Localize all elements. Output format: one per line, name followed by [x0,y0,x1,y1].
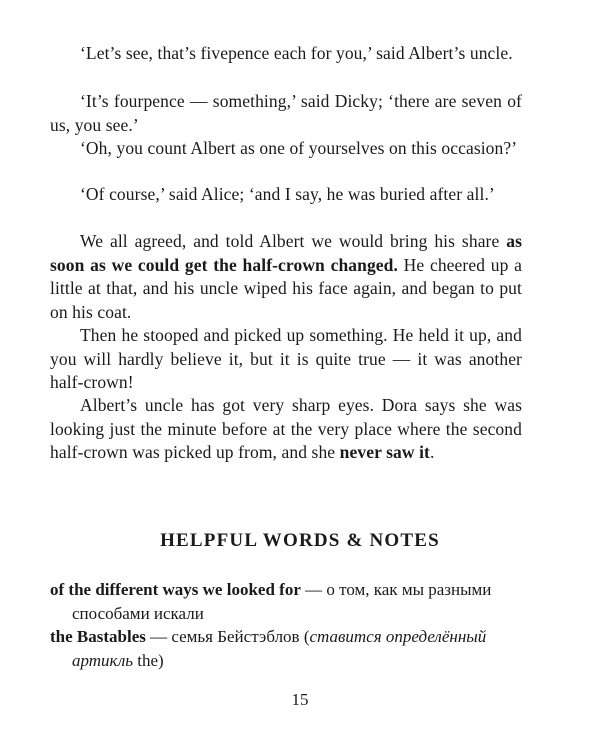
paragraph-6: Then he stooped and picked up something. He held it up, and you will hardly believe it, but it is quite true — it was another half-crown! [50,325,522,393]
note-translation: о том, как мы разными способами искали [72,580,492,623]
note-italic-comment: ставится определённый артикль [72,627,487,670]
notes-heading: HELPFUL WORDS & NOTES [160,530,440,551]
paragraph-5: We all agreed, and told Albert we would bring his share as soon as we could get the half-crown changed. He cheered up a little at that, and his uncle wiped his face again, and began to put on his coat. [50,231,523,322]
paragraph-7: Albert’s uncle has got very sharp eyes. Dora says she was looking just the minute before at the very place where the second half-crown was picked up from, and she never saw it. [50,395,522,463]
note-item: the Bastables — семья Бейстэблов (ставится определённый артикль the) [50,627,487,670]
paragraph-1: ‘Let’s see, that’s fivepence each for you,’ said Albert’s uncle. [80,43,513,63]
paragraph-2: ‘It’s fourpence — something,’ said Dicky; ‘there are seven of us, you see.’ [50,91,522,135]
note-item: of the different ways we looked for — о том, как мы разными способами искали [50,580,492,623]
note-translation: семья Бейстэблов ( [171,627,310,646]
bold-phrase: never saw it [339,442,430,463]
paragraph-4: ‘Of course,’ said Alice; ‘and I say, he was buried after all.’ [80,184,495,204]
paragraph-3: ‘Oh, you count Albert as one of yourselves on this occasion?’ [80,138,518,158]
page-number: 15 [291,690,309,709]
note-term: of the different ways we looked for [50,580,301,599]
bold-phrase: as soon as we could get the half-crown changed. [50,231,522,275]
note-term: the Bastables [50,627,146,646]
